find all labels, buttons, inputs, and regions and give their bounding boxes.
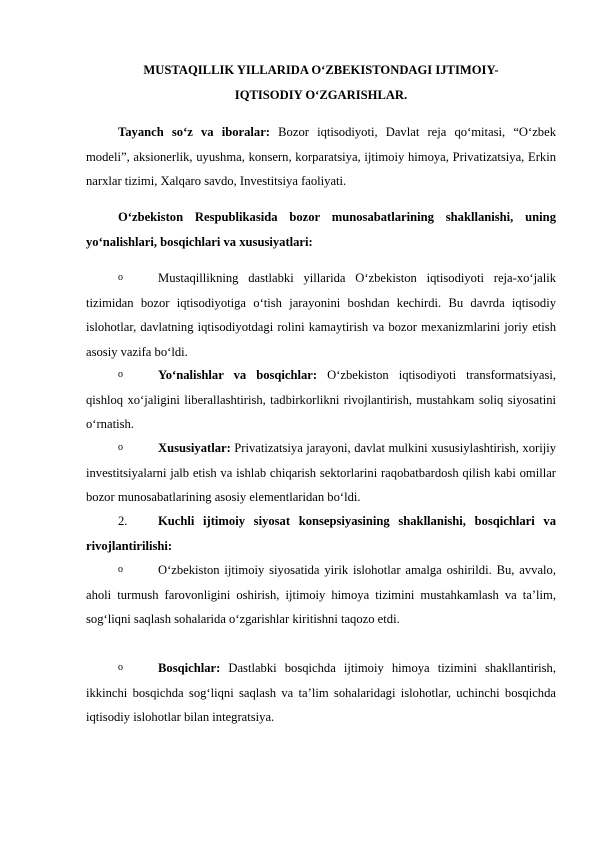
bullet-marker: o (118, 662, 123, 673)
keywords-text: Bozor iqtisodiyoti, Davlat reja qo‘mitasi, “O‘zbek modeli”, aksionerlik, uyushma, konsern, korparatsiya, ijtimoiy himoya, Privatizatsiya, Erkin narxlar tizimi, Xalqaro savdo, Investitsiya faoliyati. (86, 125, 556, 188)
bullet-marker: o (118, 272, 123, 283)
bullet-marker: o (118, 369, 123, 380)
section2-bullet-1 (86, 558, 556, 632)
keywords-paragraph (86, 120, 556, 194)
bullet-text: O‘zbekiston iqtisodiyoti transformatsiyasi, qishloq xo‘jaligini liberallashtirish, tadbirkorlikni rivojlantirish, mustahkam soliq siyosatini o‘rnatish. (86, 368, 557, 431)
bullet-text: Privatizatsiya jarayoni, davlat mulkini xususiylashtirish, xorijiy investitsiyalarni jalb etish va ishlab chiqarish sektorlarini raqobatbardosh qilish kabi omillar bozor munosabatlarining asosiy elementlaridan bo‘ldi. (86, 441, 556, 504)
keywords-label: Tayanch so‘z va iboralar: (118, 125, 271, 139)
bullet-text: Dastlabki bosqichda ijtimoiy himoya tizimini shakllantirish, ikkinchi bosqichda sog‘liqni saqlash va ta’lim sohalaridagi islohotlar, uchinchi bosqichda iqtisodiy islohotlar bilan integratsiya. (86, 661, 556, 724)
section2-bullet-2 (86, 656, 556, 730)
section1-bullet-2 (86, 363, 556, 437)
bullet-marker: o (118, 564, 123, 575)
section2-heading-row (86, 509, 556, 558)
section2-heading: Kuchli ijtimoiy siyosat konsepsiyasining shakllanishi, bosqichlari va rivojlantirilishi: (86, 514, 556, 553)
page-title (86, 58, 556, 108)
bullet-label: Bosqichlar: (158, 661, 221, 675)
bullet-body (86, 363, 556, 437)
bullet-label: Yo‘nalishlar va bosqichlar: (158, 368, 318, 382)
bullet-text: Mustaqillikning dastlabki yillarida O‘zbekiston iqtisodiyoti reja-xo‘jalik tizimidan bozor iqtisodiyotiga o‘tish jarayonini boshdan kechirdi. Bu davrda iqtisodiy islohotlar, davlatning iqtisodiyotdagi rolini kamaytirish va bozor mexanizmlarini joriy etish asosiy vazifa bo‘ldi. (86, 271, 556, 359)
section1-bullet-3 (86, 436, 556, 510)
bullet-body (86, 436, 556, 510)
section-number: 2. (118, 514, 128, 528)
title-line-2: IQTISODIY O‘ZGARISHLAR. (234, 88, 408, 102)
bullet-label: Xususiyatlar: (158, 441, 231, 455)
bullet-marker: o (118, 442, 123, 453)
section1-heading: O‘zbekiston Respublikasida bozor munosabatlarining shakllanishi, uning yo‘nalishlari, bosqichlari va xususiyatlari: (86, 210, 556, 249)
title-line-1: MUSTAQILLIK YILLARIDA O‘ZBEKISTONDAGI IJTIMOIY- (143, 63, 499, 77)
bullet-text: O‘zbekiston ijtimoiy siyosatida yirik islohotlar amalga oshirildi. Bu, avvalo, aholi turmush farovonligini oshirish, ijtimoiy himoya tizimini mustahkamlash va ta’lim, sog‘liqni saqlash sohalarida o‘zgarishlar kiritishni taqozo etdi. (86, 563, 556, 626)
bullet-body (86, 656, 556, 730)
section1-bullet-1 (86, 266, 556, 364)
